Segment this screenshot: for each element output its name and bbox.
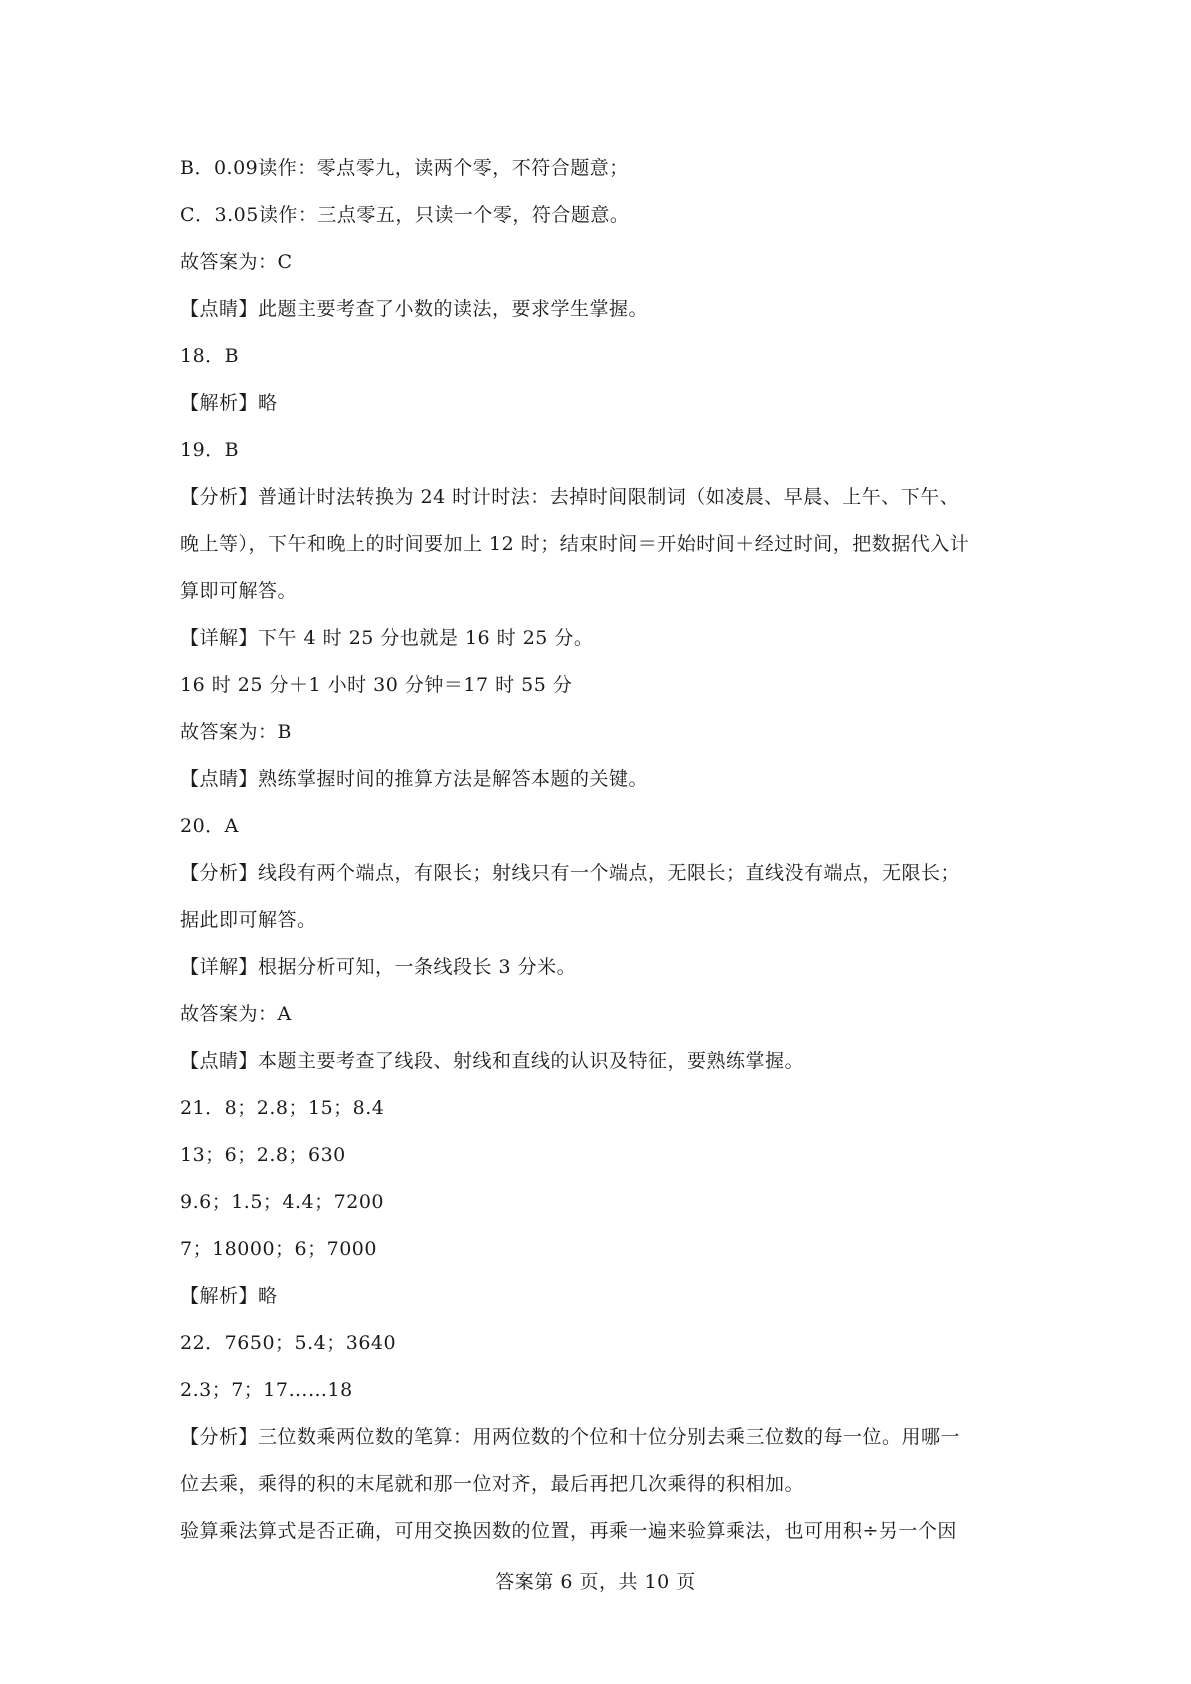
text-line: 【点睛】熟练掌握时间的推算方法是解答本题的关键。	[180, 768, 649, 790]
text-line: 【分析】普通计时法转换为 24 时计时法：去掉时间限制词（如凌晨、早晨、上午、下午、	[180, 486, 960, 508]
text-line: 13；6；2.8；630	[180, 1144, 346, 1166]
text-line: 【解析】略	[180, 1285, 278, 1307]
text-line: 22．7650；5.4；3640	[180, 1332, 397, 1354]
page-footer: 答案第 6 页，共 10 页	[495, 1571, 696, 1593]
text-line: 21．8；2.8；15；8.4	[180, 1097, 385, 1119]
answer-content	[180, 152, 1025, 1562]
text-line: 验算乘法算式是否正确，可用交换因数的位置，再乘一遍来验算乘法，也可用积÷另一个因	[180, 1520, 957, 1542]
text-line: B．0.09读作：零点零九，读两个零，不符合题意；	[180, 157, 629, 179]
text-line: 故答案为：A	[180, 1003, 292, 1025]
text-line: 【详解】根据分析可知，一条线段长 3 分米。	[180, 956, 577, 978]
text-line: 20．A	[180, 815, 239, 837]
text-line: 【点睛】本题主要考查了线段、射线和直线的认识及特征，要熟练掌握。	[180, 1050, 805, 1072]
text-line: 【分析】三位数乘两位数的笔算：用两位数的个位和十位分别去乘三位数的每一位。用哪一	[180, 1426, 961, 1448]
text-line: 故答案为：B	[180, 721, 292, 743]
text-line: 位去乘，乘得的积的末尾就和那一位对齐，最后再把几次乘得的积相加。	[180, 1473, 805, 1495]
text-line: 19．B	[180, 439, 240, 461]
text-line: C．3.05读作：三点零五，只读一个零，符合题意。	[180, 204, 630, 226]
text-line: 2.3；7；17……18	[180, 1379, 353, 1401]
text-line: 【解析】略	[180, 392, 278, 414]
text-line: 晚上等），下午和晚上的时间要加上 12 时；结束时间＝开始时间＋经过时间，把数据代入计	[180, 533, 970, 555]
text-line: 故答案为：C	[180, 251, 293, 273]
text-line: 9.6；1.5；4.4；7200	[180, 1191, 385, 1213]
text-line: 【详解】下午 4 时 25 分也就是 16 时 25 分。	[180, 627, 594, 649]
text-line: 18．B	[180, 345, 240, 367]
text-line: 7；18000；6；7000	[180, 1238, 377, 1260]
text-line: 16 时 25 分＋1 小时 30 分钟＝17 时 55 分	[180, 674, 573, 696]
text-line: 【点睛】此题主要考查了小数的读法，要求学生掌握。	[180, 298, 649, 320]
text-line: 据此即可解答。	[180, 909, 317, 931]
text-line: 算即可解答。	[180, 580, 298, 602]
text-line: 【分析】线段有两个端点，有限长；射线只有一个端点，无限长；直线没有端点，无限长；	[180, 862, 961, 884]
